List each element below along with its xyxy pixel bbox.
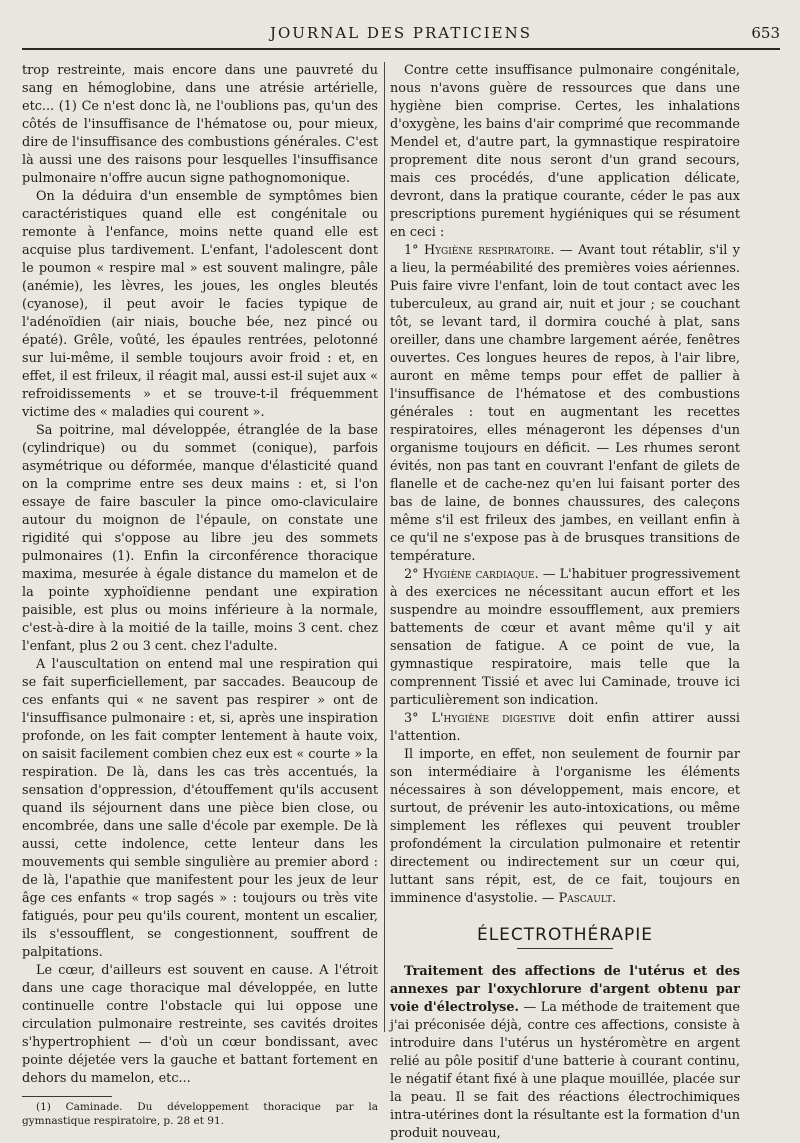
item-lead: 3° L'hygiène digestive [404,711,556,726]
closing-text: Il importe, en effet, non seulement de fournir par son intermédiaire à l'organisme les éléments nécessaires à son développement, mais encore, et surtout, de prévenir les auto-intoxications, ou même simplement les réflexes qui peuvent troubler profondément la circulation pulmonaire et retentir directement ou indirectement sur un cœur qui, luttant sans répit, est, de ce fait, toujours en imminence d'asystolie. — [390,747,740,906]
paragraph: Contre cette insuffisance pulmonaire congénitale, nous n'avons guère de ressources que dans une hygiène bien comprise. Certes, les inhalations d'oxygène, les bains d'air comprimé que recommande Mendel et, d'autre part, la gymnastique respiratoire proprement dite nous seront d'un grand secours, mais ces procédés, d'une application délicate, devront, dans la pratique courante, céder le pas aux prescriptions purement hygiéniques qui se résument en ceci : [390,63,741,240]
author: Pascault. [558,891,617,906]
page-header [22,24,780,46]
paragraph: Sa poitrine, mal développée, étranglée de la base (cylindrique) ou du sommet (conique), parfois asymétrique ou déformée, manque d'élasticité quand on la comprime entre ses deux mains : et, si l'on essaye de faire basculer la pince omo-claviculaire autour du moignon de l'épaule, on constate une rigidité qui s'oppose au libre jeu des sommets pulmonaires (1). Enfin la circonférence thoracique maxima, mesurée à égale distance du mamelon et de la pointe xyphoïdienne pendant une expiration paisible, est plus ou moins inférieure à la normale, c'est-à-dire à la moitié de la taille, moins 3 cent. chez l'enfant, plus 2 ou 3 cent. chez l'adulte. [22,423,378,654]
article-paragraph [390,963,740,1143]
list-item [390,566,740,710]
item-text: — L'habituer progressivement à des exercices ne nécessitant aucun effort et les suspendre au moindre essoufflement, aux premiers battements de cœur et avant même qu'il y ait sensation de fatigue. A ce point de vue, la gymnastique respiratoire, mais telle que la comprennent Tissié et avec lui Caminade, trouve ici particulièrement son indication. [390,567,740,708]
list-item [390,710,740,746]
list-item [390,242,740,566]
item-lead: 1° Hygiène respiratoire. [404,243,555,258]
paragraph: On la déduira d'un ensemble de symptômes bien caractéristiques quand elle est congénitale ou remonte à l'enfance, moins nette quand elle est acquise plus tardivement. L'enfant, l'adolescent dont le poumon « respire mal » est souvent malingre, pâle (anémie), les lèvres, les joues, les ongles bleutés (cyanose), il peut avoir le facies typique de l'adénoïdien (air niais, bouche bée, nez pincé ou épaté). Grêle, voûté, les épaules rentrées, pelotonné sur lui-même, il semble toujours avoir froid : et, en effet, il est frileux, il réagit mal, aussi est-il sujet aux « refroidissements » et se trouve-t-il fréquemment victime des « maladies qui courent ». [22,189,378,420]
item-lead: 2° Hygiène cardiaque. [404,567,539,582]
paragraph: trop restreinte, mais encore dans une pauvreté du sang en hémoglobine, dans une atrésie artérielle, etc... (1) Ce n'est donc là, ne l'oublions pas, qu'un des côtés de l'insuffisance de l'hématose ou, pour mieux, dire de l'insuffisance des combustions générales. C'est là aussi une des raisons pour lesquelles l'insuffisance pulmonaire n'offre aucun signe pathognomonique. [22,63,378,186]
section-title: ÉLECTROTHÉRAPIE [476,925,654,945]
page-number: 653 [751,24,780,42]
item-text: — Avant tout rétablir, s'il y a lieu, la perméabilité des premières voies aériennes. Puis faire vivre l'enfant, loin de tout contact avec les tuberculeux, au grand air, nuit et jour ; se couchant tôt, se levant tard, il dormira couché à plat, sans oreiller, dans une chambre largement aérée, fenêtres ouvertes. Ces longues heures de repos, à l'air libre, auront en même temps pour effet de pallier à l'insuffisance de l'hématose et des combustions générales : tout en augmentant les recettes respiratoires, elles ménageront les dépenses d'un organisme toujours en déficit. — Les rhumes seront évités, non pas tant en couvrant l'enfant de gilets de flanelle et de cache-nez qu'en lui faisant porter des bas de laine, de bonnes chaussures, des caleçons même s'il est frileux des jambes, en veillant enfin à ce qu'il ne s'expose pas à de brusques transitions de température. [390,243,740,564]
left-column [22,62,378,1128]
paragraph [390,746,740,908]
header-rule [22,48,780,50]
right-column [390,62,740,1143]
article-text: — La méthode de traitement que j'ai préconisée déjà, contre ces affections, consiste à introduire dans l'utérus un hystéromètre en argent relié au pôle positif d'une batterie à courant continu, le négatif étant fixé à une plaque mouillée, placée sur la peau. Il se fait des réactions électrochimiques intra-utérines dont la résultante est la formation d'un produit nouveau, [390,1000,740,1141]
item-text: doit enfin attirer aussi l'attention. [390,711,740,744]
running-title: JOURNAL DES PRATICIENS [269,24,533,42]
section-rule [517,948,613,949]
footnote: (1) Caminade. Du développement thoracique par la gymnastique respiratoire, p. 28 et 91. [22,1101,378,1127]
paragraph: A l'auscultation on entend mal une respiration qui se fait superficiellement, par saccades. Beaucoup de ces enfants qui « ne savent pas respirer » ont de l'insuffisance pulmonaire : et, si, après une inspiration profonde, on les fait compter lentement à haute voix, on saisit facilement combien chez eux est « courte » la respiration. De là, dans les cas très accentués, la sensation d'oppression, d'étouffement qu'ils accusent quand ils séjournent dans une pièce bien close, ou encombrée, dans une salle d'école par exemple. De là aussi, cette indolence, cette lenteur dans les mouvements qui semble singulière au premier abord : de là, l'apathie que manifestent pour les jeux de leur âge ces enfants « trop sagés » : toujours ou très vite fatigués, pour peu qu'ils courent, montent un escalier, ils s'essoufflent, se congestionnent, souffrent de palpitations. [22,657,378,960]
footnote-rule [22,1096,112,1097]
paragraph: Le cœur, d'ailleurs est souvent en cause. A l'étroit dans une cage thoracique mal développée, en lutte continuelle contre l'obstacle qui lui oppose une circulation pulmonaire restreinte, ses cavités droites s'hypertrophient — d'où un cœur bondissant, avec pointe déjetée vers la gauche et battant fortement en dehors du mamelon, etc... [22,963,378,1086]
article-title: Traitement des affections de l'utérus et des annexes par l'oxychlorure d'argent obtenu par voie d'électrolyse. [390,964,740,1015]
column-divider [384,62,385,1032]
